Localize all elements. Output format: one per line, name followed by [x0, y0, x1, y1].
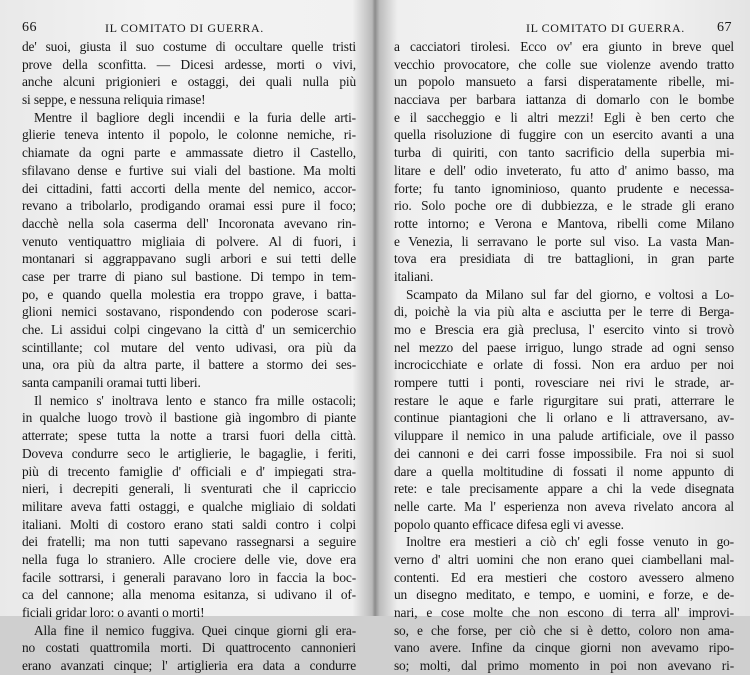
- text-line: erano avanzati cinque; l' artiglieria era data a condurre: [22, 658, 356, 674]
- text-line: so, e che forse, per ciò che si è detto, coloro non ama-: [394, 622, 734, 638]
- text-line: po, e quando quella molestia era troppo grave, i batta-: [22, 286, 356, 302]
- text-line: dei cannoni e dei carri fosse impossibile. Fra noi si suol: [394, 445, 734, 461]
- text-line: montanari si aggrappavano sugli arbori e sui tetti delle: [22, 251, 356, 267]
- text-line: restare le aque e farle rigurgitare sui prati, atterrare le: [394, 392, 734, 408]
- page-number: 67: [717, 20, 732, 35]
- text-line: chiamate da ogni parte e ammassate dietro il Castello,: [22, 145, 356, 161]
- text-line: e il saccheggio e li altri mezzi! Egli è ben certo che: [394, 109, 734, 125]
- text-line: Mentre il bagliore degli incendii e la furia delle arti-: [34, 109, 356, 125]
- text-line: nella fuga lo straniero. Alle crociere delle vie, dove era: [22, 551, 356, 567]
- text-line: continue piantagioni che li orlano e li attraversano, av-: [394, 410, 734, 426]
- text-line: Scampato da Milano sul far del giorno, e voltosi a Lo-: [406, 286, 734, 302]
- text-line: revano a tribolarlo, prodigando oramai essi pure il foco;: [22, 198, 356, 214]
- text-line: militare aveva fatti ostaggi, e qualche migliaio di soldati: [22, 498, 356, 514]
- text-line: prove della sconfitta. — Dicesi ardesse, morti o vivi,: [22, 56, 356, 72]
- text-line: nari, e cose molte che non escono di terra all' improvi-: [394, 605, 734, 620]
- text-line: incrocicchiate e orlate di fossi. Non era arduo per noi: [394, 357, 734, 373]
- page-header: [22, 20, 352, 38]
- text-line: un popolo mansueto a farsi disperatamente ribelle, mi-: [394, 74, 734, 90]
- page-body: [22, 38, 356, 675]
- text-line: un disegno meditato, e tempo, e uomini, e forze, e de-: [394, 587, 734, 603]
- running-head: IL COMITATO DI GUERRA.: [105, 21, 264, 35]
- text-line: verno d' altri uomini che non erano quei ciambellani mal-: [394, 551, 734, 567]
- text-line: forte; fu tanto ignominioso, quanto prudente e necessa-: [394, 180, 734, 196]
- text-line: e Venezia, li serravano le porte sul viso. La vasta Man-: [394, 233, 734, 249]
- text-line: turba di quiriti, con tanto sacrificio della superbia mi-: [394, 145, 734, 161]
- left-page: [0, 0, 372, 674]
- text-line: case per trarre di piano sul bastione. Di tempo in tem-: [22, 268, 356, 284]
- text-line: popolo quanto efficace difesa egli vi avesse.: [394, 516, 624, 532]
- text-line: dei cittadini, fatti accorti della mente del nemico, accor-: [22, 180, 356, 196]
- text-line: mo e Brescia era già preclusa, l' esercito vinto si trovò: [394, 322, 734, 337]
- text-line: una, ora più da altra parte, il battere a stormo dei ses-: [22, 357, 356, 373]
- text-line: quella risoluzione di fuggire con un esercito avanti a una: [394, 127, 734, 143]
- text-line: glierie teneva intento il popolo, le colonne nemiche, ri-: [22, 127, 356, 143]
- page-body: [394, 38, 734, 675]
- text-line: Il nemico s' inoltrava lento e stanco fra mille ostacoli;: [34, 392, 356, 408]
- running-head: IL COMITATO DI GUERRA.: [526, 21, 685, 35]
- page-header: [394, 20, 732, 38]
- text-line: tova era presidiata di tre battaglioni, in gran parte: [394, 251, 734, 267]
- text-line: si seppe, e nessuna reliquia rimase!: [22, 92, 206, 108]
- text-line: italiani. Molti di costoro erano stati saldi contro i colpi: [22, 516, 356, 532]
- text-line: in qualche luogo trovò il bastione già ingombro di piante: [22, 410, 356, 426]
- text-line: sfilavano dense e furtive sui viali del bastione. Ma molti: [22, 162, 356, 178]
- text-line: rotte intorno; e Verona e Mantova, ribelli come Milano: [394, 215, 734, 231]
- text-line: rete: e tale precisamente appare a chi la vede disegnata: [394, 481, 734, 497]
- text-line: viluppare il nemico in una palude artificiale, ove il passo: [394, 428, 734, 444]
- text-line: contenti. Ed era mestieri che costoro avessero almeno: [394, 569, 734, 585]
- text-line: so; molti, dal primo momento in poi non avevano ri-: [394, 658, 734, 674]
- text-line: glioni nemici sostavano, rispondendo con poderose scari-: [22, 304, 356, 320]
- text-line: venuto ventiquattro migliaia di polvere. Al di fuori, i: [22, 233, 356, 249]
- text-line: scintillante; col mutare del vento udivasi, ora più da: [22, 339, 356, 355]
- text-line: Inoltre era mestieri a ciò ch' egli fosse venuto in go-: [406, 534, 734, 550]
- text-line: nel mezzo del paese irriguo, lungo strade ad ogni senso: [394, 339, 734, 355]
- right-page: [378, 0, 750, 674]
- text-line: no costati quattromila morti. Di quattrocento cannonieri: [22, 640, 356, 656]
- text-line: a cacciatori tirolesi. Ecco ov' era giunto in breve quel: [394, 39, 734, 54]
- text-line: facile sottrarsi, i generali paravano loro in faccia la boc-: [22, 569, 356, 585]
- text-line: italiani.: [394, 268, 434, 284]
- text-line: dare a quella moltitudine di fossati il nome appunto di: [394, 463, 734, 479]
- text-line: rio. Solo poche ore di dubbiezza, e le strade gli erano: [394, 198, 734, 214]
- text-line: de' suoi, giusta il suo costume di occultare quelle tristi: [22, 39, 356, 54]
- text-line: vano avere. Infine da cinque giorni non avevamo ripo-: [394, 640, 734, 656]
- text-line: più di trecento famiglie d' officiali e d' impiegati stra-: [22, 463, 356, 479]
- text-line: dacchè nella sola caserma dell' Incoronata avevano rin-: [22, 215, 356, 231]
- text-line: di, poichè la via più alta e asciutta per le terre di Berga-: [394, 304, 734, 320]
- text-line: santa campanili oramai tutti liberi.: [22, 375, 201, 391]
- text-line: Alla fine il nemico fuggiva. Quei cinque giorni gli era-: [34, 622, 356, 638]
- text-line: che. Li assidui colpi cingevano la città d' un semicerchio: [22, 322, 356, 337]
- text-line: vecchio provocatore, che colle sue violenze avendo tratto: [394, 56, 734, 72]
- text-line: dei fratelli; ma non tutti sapevano rassegnarsi a seguire: [22, 534, 356, 550]
- text-line: nelle carte. Ma l' esperienza non aveva rivelato ancora al: [394, 498, 734, 514]
- text-line: nieri, i decrepiti generali, li sventurati che il capriccio: [22, 481, 356, 497]
- text-line: anche alcuni prigionieri e ostaggi, dei quali nulla più: [22, 74, 356, 90]
- text-line: Doveva condurre seco le artiglierie, le bagaglie, i feriti,: [22, 445, 356, 461]
- text-line: litare e dell' odio inveterato, fu atto d' animo basso, ma: [394, 162, 734, 178]
- text-line: ficiali gridar loro: o avanti o morti!: [22, 605, 205, 620]
- text-line: rompere tutti i ponti, rovesciare nei rivi le strade, ar-: [394, 375, 734, 391]
- text-line: ca del cannone; alla menoma esitanza, si udivano il of-: [22, 587, 356, 603]
- text-line: atterrate; spese tutta la notte a trarsi fuori della città.: [22, 428, 356, 444]
- text-line: nacciava per barbara iattanza di domarlo con le bombe: [394, 92, 734, 108]
- page-number: 66: [22, 20, 37, 35]
